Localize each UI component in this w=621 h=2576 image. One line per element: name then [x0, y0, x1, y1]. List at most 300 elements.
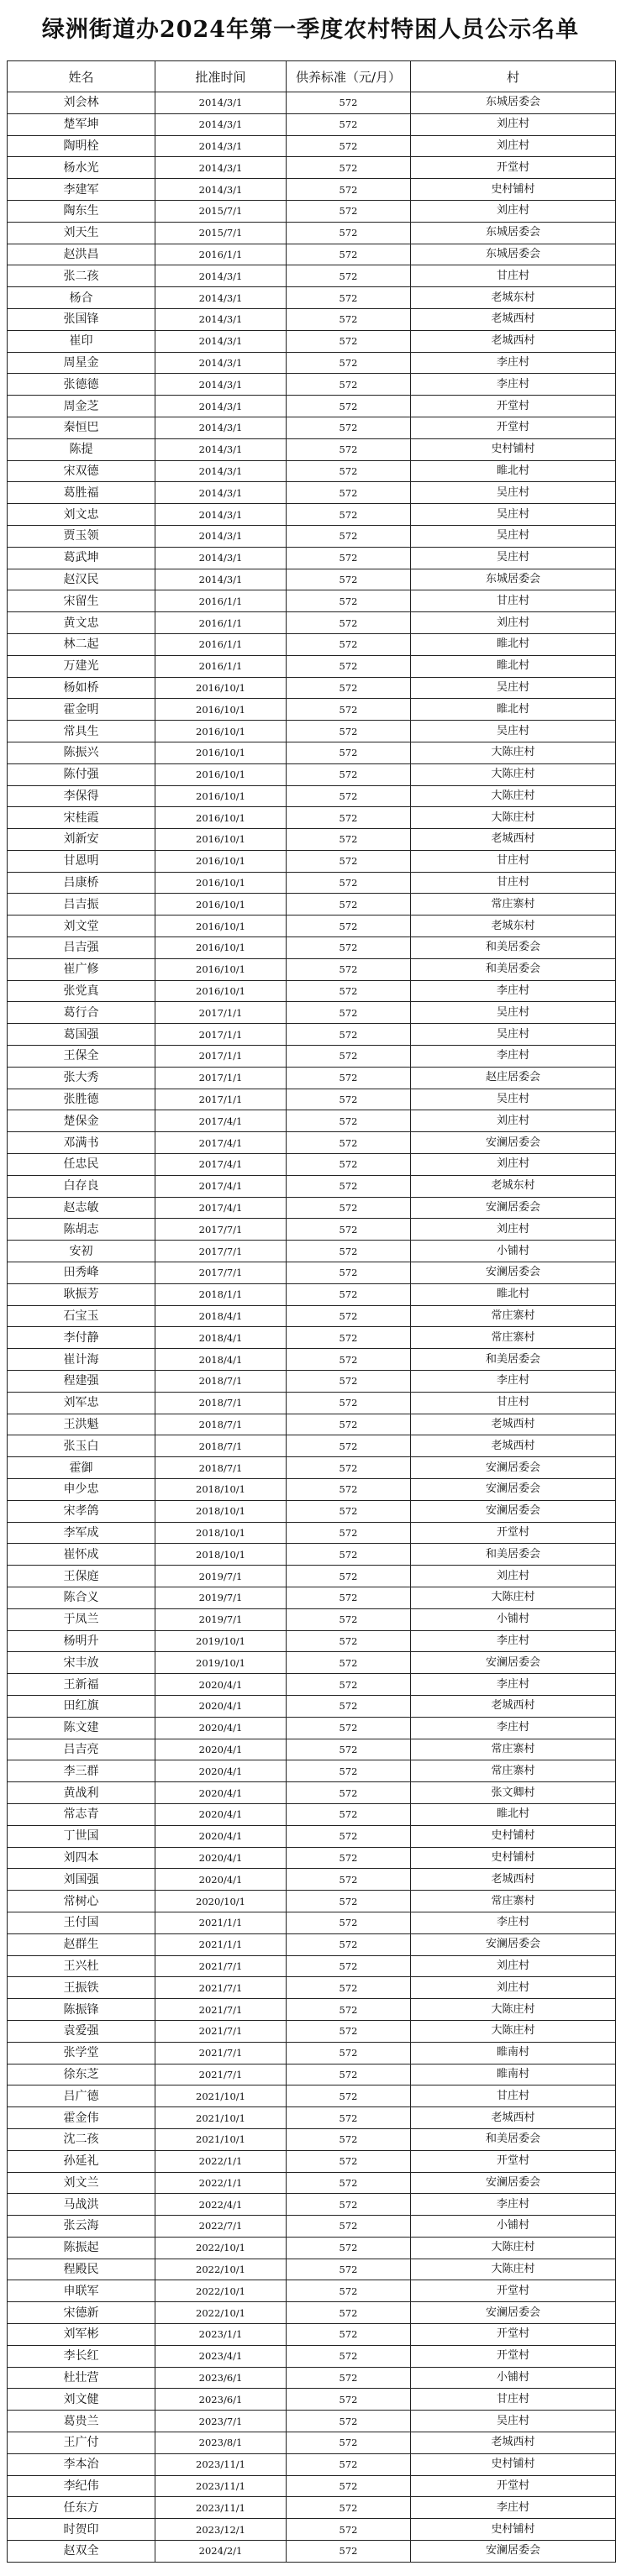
cell-name: 申少忠: [8, 1479, 155, 1501]
cell-name: 宋德新: [8, 2302, 155, 2324]
cell-support-standard: 572: [287, 1652, 411, 1674]
table-row: [8, 1760, 616, 1782]
cell-support-standard: 572: [287, 2541, 411, 2563]
cell-approval-date: 2014/3/1: [155, 157, 287, 179]
cell-approval-date: 2014/3/1: [155, 374, 287, 396]
table-row: [8, 1371, 616, 1393]
cell-approval-date: 2020/4/1: [155, 1695, 287, 1717]
cell-approval-date: 2017/7/1: [155, 1219, 287, 1241]
cell-support-standard: 572: [287, 287, 411, 309]
table-row: [8, 460, 616, 482]
cell-name: 刘军忠: [8, 1392, 155, 1414]
table-row: [8, 2020, 616, 2042]
table-row: [8, 1500, 616, 1522]
cell-name: 于凤兰: [8, 1608, 155, 1630]
cell-name: 周星金: [8, 352, 155, 374]
cell-village: 甘庄村: [411, 265, 616, 287]
table-row: [8, 742, 616, 763]
cell-village: 开堂村: [411, 2345, 616, 2367]
cell-village: 开堂村: [411, 2324, 616, 2346]
table-body: [8, 92, 616, 2563]
cell-support-standard: 572: [287, 2042, 411, 2064]
cell-support-standard: 572: [287, 785, 411, 807]
table-row: [8, 1566, 616, 1587]
cell-support-standard: 572: [287, 1717, 411, 1739]
cell-approval-date: 2020/4/1: [155, 1847, 287, 1869]
cell-village: 刘庄村: [411, 200, 616, 222]
cell-village: 史村铺村: [411, 1847, 616, 1869]
cell-village: 安澜居委会: [411, 2302, 616, 2324]
cell-name: 宋留生: [8, 590, 155, 612]
cell-support-standard: 572: [287, 1197, 411, 1219]
cell-support-standard: 572: [287, 1803, 411, 1825]
cell-village: 和美居委会: [411, 2128, 616, 2150]
cell-support-standard: 572: [287, 699, 411, 721]
cell-village: 老城西村: [411, 1695, 616, 1717]
cell-name: 黄文忠: [8, 612, 155, 634]
cell-support-standard: 572: [287, 1175, 411, 1197]
cell-support-standard: 572: [287, 937, 411, 959]
table-row: [8, 157, 616, 179]
cell-approval-date: 2016/10/1: [155, 699, 287, 721]
cell-village: 睢北村: [411, 699, 616, 721]
cell-name: 任东方: [8, 2497, 155, 2519]
cell-village: 老城东村: [411, 287, 616, 309]
table-row: [8, 1241, 616, 1262]
cell-name: 崔计海: [8, 1349, 155, 1371]
table-row: [8, 1435, 616, 1457]
cell-village: 东城居委会: [411, 92, 616, 114]
cell-name: 宋桂霞: [8, 807, 155, 829]
cell-village: 老城西村: [411, 1869, 616, 1891]
cell-support-standard: 572: [287, 1457, 411, 1479]
cell-village: 大陈庄村: [411, 785, 616, 807]
table-row: [8, 1739, 616, 1760]
cell-village: 刘庄村: [411, 1110, 616, 1132]
table-row: [8, 1089, 616, 1110]
table-row: [8, 1652, 616, 1674]
cell-support-standard: 572: [287, 1999, 411, 2021]
cell-support-standard: 572: [287, 2497, 411, 2519]
cell-support-standard: 572: [287, 1955, 411, 1977]
cell-name: 张云海: [8, 2216, 155, 2238]
cell-approval-date: 2017/1/1: [155, 1024, 287, 1046]
cell-approval-date: 2014/3/1: [155, 396, 287, 417]
cell-name: 葛武坤: [8, 547, 155, 569]
cell-support-standard: 572: [287, 396, 411, 417]
cell-approval-date: 2018/10/1: [155, 1479, 287, 1501]
table-row: [8, 2345, 616, 2367]
cell-name: 吕吉振: [8, 894, 155, 916]
table-row: [8, 2085, 616, 2107]
table-row: [8, 677, 616, 699]
cell-village: 和美居委会: [411, 1544, 616, 1566]
table-row: [8, 2541, 616, 2563]
cell-approval-date: 2018/7/1: [155, 1457, 287, 1479]
table-row: [8, 1847, 616, 1869]
cell-support-standard: 572: [287, 222, 411, 244]
cell-village: 安澜居委会: [411, 2172, 616, 2194]
cell-village: 常庄寨村: [411, 1305, 616, 1327]
cell-village: 大陈庄村: [411, 1587, 616, 1608]
cell-support-standard: 572: [287, 958, 411, 980]
cell-name: 万建光: [8, 655, 155, 677]
cell-village: 睢北村: [411, 460, 616, 482]
cell-village: 老城西村: [411, 2107, 616, 2129]
cell-name: 陈振锋: [8, 1999, 155, 2021]
cell-village: 史村铺村: [411, 2453, 616, 2475]
cell-approval-date: 2014/3/1: [155, 179, 287, 201]
cell-name: 宋双德: [8, 460, 155, 482]
cell-name: 常志青: [8, 1803, 155, 1825]
table-row: [8, 287, 616, 309]
cell-support-standard: 572: [287, 2085, 411, 2107]
cell-village: 常庄寨村: [411, 1891, 616, 1912]
table-row: [8, 1999, 616, 2021]
cell-support-standard: 572: [287, 1262, 411, 1284]
cell-approval-date: 2014/3/1: [155, 308, 287, 330]
cell-approval-date: 2021/1/1: [155, 1933, 287, 1955]
cell-village: 老城西村: [411, 308, 616, 330]
cell-support-standard: 572: [287, 2519, 411, 2541]
cell-name: 王兴杜: [8, 1955, 155, 1977]
cell-village: 刘庄村: [411, 612, 616, 634]
table-row: [8, 135, 616, 157]
table-row: [8, 1891, 616, 1912]
cell-village: 小铺村: [411, 1241, 616, 1262]
cell-village: 吴庄村: [411, 2411, 616, 2432]
cell-support-standard: 572: [287, 2411, 411, 2432]
cell-name: 邓满书: [8, 1132, 155, 1154]
cell-village: 大陈庄村: [411, 2259, 616, 2280]
cell-village: 吴庄村: [411, 547, 616, 569]
cell-approval-date: 2017/1/1: [155, 1067, 287, 1089]
cell-approval-date: 2018/4/1: [155, 1327, 287, 1349]
cell-approval-date: 2022/10/1: [155, 2237, 287, 2259]
cell-approval-date: 2018/7/1: [155, 1371, 287, 1393]
cell-name: 李三群: [8, 1760, 155, 1782]
cell-name: 刘会林: [8, 92, 155, 114]
cell-village: 开堂村: [411, 396, 616, 417]
cell-village: 吴庄村: [411, 1002, 616, 1024]
cell-support-standard: 572: [287, 1760, 411, 1782]
cell-name: 张玉白: [8, 1435, 155, 1457]
cell-village: 安澜居委会: [411, 1262, 616, 1284]
cell-village: 张文卿村: [411, 1782, 616, 1804]
table-row: [8, 1414, 616, 1435]
cell-village: 大陈庄村: [411, 807, 616, 829]
cell-village: 东城居委会: [411, 569, 616, 590]
cell-village: 安澜居委会: [411, 2541, 616, 2563]
cell-name: 霍御: [8, 1457, 155, 1479]
table-row: [8, 2107, 616, 2129]
cell-approval-date: 2021/7/1: [155, 2020, 287, 2042]
cell-name: 刘文兰: [8, 2172, 155, 2194]
cell-name: 杨合: [8, 287, 155, 309]
table-row: [8, 850, 616, 872]
cell-approval-date: 2014/3/1: [155, 417, 287, 438]
table-row: [8, 92, 616, 114]
cell-village: 吴庄村: [411, 504, 616, 526]
cell-village: 史村铺村: [411, 1825, 616, 1847]
cell-approval-date: 2016/1/1: [155, 655, 287, 677]
cell-approval-date: 2015/7/1: [155, 222, 287, 244]
cell-village: 大陈庄村: [411, 742, 616, 763]
cell-approval-date: 2021/10/1: [155, 2128, 287, 2150]
table-row: [8, 1933, 616, 1955]
cell-approval-date: 2018/10/1: [155, 1544, 287, 1566]
cell-approval-date: 2020/4/1: [155, 1760, 287, 1782]
cell-support-standard: 572: [287, 1349, 411, 1371]
cell-support-standard: 572: [287, 2216, 411, 2238]
table-row: [8, 222, 616, 244]
table-row: [8, 1219, 616, 1241]
cell-name: 霍金明: [8, 699, 155, 721]
table-row: [8, 2475, 616, 2497]
table-row: [8, 352, 616, 374]
cell-approval-date: 2014/3/1: [155, 92, 287, 114]
cell-approval-date: 2014/3/1: [155, 287, 287, 309]
cell-approval-date: 2019/10/1: [155, 1652, 287, 1674]
cell-approval-date: 2021/1/1: [155, 1912, 287, 1933]
cell-village: 开堂村: [411, 2475, 616, 2497]
cell-support-standard: 572: [287, 179, 411, 201]
cell-support-standard: 572: [287, 1630, 411, 1652]
cell-support-standard: 572: [287, 1869, 411, 1891]
table-row: [8, 721, 616, 742]
cell-name: 陈振起: [8, 2237, 155, 2259]
cell-approval-date: 2014/3/1: [155, 438, 287, 460]
cell-name: 李付静: [8, 1327, 155, 1349]
cell-approval-date: 2023/12/1: [155, 2519, 287, 2541]
table-row: [8, 1955, 616, 1977]
cell-village: 开堂村: [411, 1522, 616, 1544]
cell-support-standard: 572: [287, 330, 411, 352]
cell-support-standard: 572: [287, 2367, 411, 2389]
table-row: [8, 655, 616, 677]
cell-name: 张党真: [8, 980, 155, 1002]
cell-support-standard: 572: [287, 590, 411, 612]
cell-village: 李庄村: [411, 2497, 616, 2519]
cell-approval-date: 2022/4/1: [155, 2194, 287, 2216]
cell-support-standard: 572: [287, 807, 411, 829]
cell-support-standard: 572: [287, 157, 411, 179]
cell-village: 李庄村: [411, 352, 616, 374]
cell-approval-date: 2019/10/1: [155, 1630, 287, 1652]
cell-village: 小铺村: [411, 2216, 616, 2238]
cell-village: 李庄村: [411, 1674, 616, 1696]
cell-village: 甘庄村: [411, 2085, 616, 2107]
cell-name: 葛行合: [8, 1002, 155, 1024]
cell-support-standard: 572: [287, 872, 411, 894]
table-row: [8, 2389, 616, 2411]
cell-village: 李庄村: [411, 2194, 616, 2216]
cell-approval-date: 2014/3/1: [155, 460, 287, 482]
cell-support-standard: 572: [287, 980, 411, 1002]
table-row: [8, 2302, 616, 2324]
table-row: [8, 2216, 616, 2238]
cell-approval-date: 2023/8/1: [155, 2432, 287, 2454]
cell-name: 吕广德: [8, 2085, 155, 2107]
cell-village: 老城东村: [411, 916, 616, 937]
cell-village: 吴庄村: [411, 1089, 616, 1110]
cell-support-standard: 572: [287, 1479, 411, 1501]
cell-approval-date: 2021/7/1: [155, 2064, 287, 2085]
cell-support-standard: 572: [287, 460, 411, 482]
cell-village: 大陈庄村: [411, 763, 616, 785]
cell-village: 刘庄村: [411, 135, 616, 157]
cell-approval-date: 2017/7/1: [155, 1241, 287, 1262]
cell-name: 石宝玉: [8, 1305, 155, 1327]
table-row: [8, 807, 616, 829]
cell-support-standard: 572: [287, 1782, 411, 1804]
cell-name: 张二孩: [8, 265, 155, 287]
cell-support-standard: 572: [287, 850, 411, 872]
cell-support-standard: 572: [287, 1739, 411, 1760]
cell-name: 王广付: [8, 2432, 155, 2454]
cell-approval-date: 2016/10/1: [155, 785, 287, 807]
cell-support-standard: 572: [287, 438, 411, 460]
cell-support-standard: 572: [287, 244, 411, 265]
table-row: [8, 1305, 616, 1327]
cell-approval-date: 2020/4/1: [155, 1782, 287, 1804]
cell-support-standard: 572: [287, 1327, 411, 1349]
cell-approval-date: 2016/10/1: [155, 894, 287, 916]
cell-support-standard: 572: [287, 2128, 411, 2150]
cell-name: 刘文健: [8, 2389, 155, 2411]
cell-name: 葛国强: [8, 1024, 155, 1046]
cell-name: 吕吉亮: [8, 1739, 155, 1760]
cell-approval-date: 2019/7/1: [155, 1608, 287, 1630]
table-row: [8, 894, 616, 916]
cell-approval-date: 2014/3/1: [155, 113, 287, 135]
table-row: [8, 2367, 616, 2389]
cell-support-standard: 572: [287, 2345, 411, 2367]
cell-name: 崔广修: [8, 958, 155, 980]
cell-name: 王付国: [8, 1912, 155, 1933]
cell-approval-date: 2023/6/1: [155, 2389, 287, 2411]
cell-approval-date: 2022/10/1: [155, 2280, 287, 2302]
cell-approval-date: 2022/10/1: [155, 2302, 287, 2324]
cell-village: 开堂村: [411, 2280, 616, 2302]
cell-approval-date: 2018/4/1: [155, 1305, 287, 1327]
table-row: [8, 2237, 616, 2259]
table-row: [8, 612, 616, 634]
cell-support-standard: 572: [287, 1435, 411, 1457]
table-row: [8, 980, 616, 1002]
table-row: [8, 1782, 616, 1804]
cell-name: 马战洪: [8, 2194, 155, 2216]
cell-support-standard: 572: [287, 1608, 411, 1630]
cell-support-standard: 572: [287, 1067, 411, 1089]
table-row: [8, 1869, 616, 1891]
cell-support-standard: 572: [287, 2389, 411, 2411]
cell-village: 大陈庄村: [411, 1999, 616, 2021]
cell-support-standard: 572: [287, 1977, 411, 1999]
cell-support-standard: 572: [287, 1414, 411, 1435]
cell-approval-date: 2014/3/1: [155, 504, 287, 526]
cell-name: 程殿民: [8, 2259, 155, 2280]
table-row: [8, 958, 616, 980]
cell-village: 甘庄村: [411, 872, 616, 894]
cell-support-standard: 572: [287, 612, 411, 634]
cell-village: 开堂村: [411, 417, 616, 438]
cell-name: 王保庭: [8, 1566, 155, 1587]
cell-support-standard: 572: [287, 1544, 411, 1566]
cell-support-standard: 572: [287, 525, 411, 547]
cell-name: 刘文堂: [8, 916, 155, 937]
cell-name: 杜壮营: [8, 2367, 155, 2389]
table-row: [8, 569, 616, 590]
cell-approval-date: 2016/10/1: [155, 937, 287, 959]
table-row: [8, 1803, 616, 1825]
cell-approval-date: 2017/1/1: [155, 1002, 287, 1024]
cell-support-standard: 572: [287, 2475, 411, 2497]
cell-approval-date: 2020/4/1: [155, 1739, 287, 1760]
cell-support-standard: 572: [287, 547, 411, 569]
table-row: [8, 417, 616, 438]
header-name: 姓名: [8, 61, 155, 92]
table-row: [8, 2280, 616, 2302]
cell-village: 东城居委会: [411, 222, 616, 244]
cell-approval-date: 2020/4/1: [155, 1803, 287, 1825]
cell-village: 刘庄村: [411, 113, 616, 135]
table-row: [8, 829, 616, 851]
cell-village: 甘庄村: [411, 2389, 616, 2411]
cell-approval-date: 2014/3/1: [155, 135, 287, 157]
cell-approval-date: 2017/4/1: [155, 1110, 287, 1132]
cell-name: 田秀峰: [8, 1262, 155, 1284]
cell-support-standard: 572: [287, 1933, 411, 1955]
cell-name: 陶明栓: [8, 135, 155, 157]
cell-village: 史村铺村: [411, 438, 616, 460]
cell-name: 杨明升: [8, 1630, 155, 1652]
cell-approval-date: 2018/7/1: [155, 1435, 287, 1457]
cell-village: 刘庄村: [411, 1219, 616, 1241]
cell-name: 崔印: [8, 330, 155, 352]
cell-approval-date: 2017/4/1: [155, 1154, 287, 1176]
cell-village: 安澜居委会: [411, 1457, 616, 1479]
table-row: [8, 244, 616, 265]
cell-support-standard: 572: [287, 1089, 411, 1110]
cell-support-standard: 572: [287, 135, 411, 157]
cell-support-standard: 572: [287, 829, 411, 851]
table-row: [8, 1197, 616, 1219]
table-row: [8, 396, 616, 417]
cell-name: 刘文忠: [8, 504, 155, 526]
cell-name: 刘军彬: [8, 2324, 155, 2346]
table-row: [8, 1327, 616, 1349]
cell-approval-date: 2015/7/1: [155, 200, 287, 222]
cell-support-standard: 572: [287, 1522, 411, 1544]
cell-approval-date: 2016/10/1: [155, 742, 287, 763]
cell-name: 秦恒巴: [8, 417, 155, 438]
cell-support-standard: 572: [287, 1695, 411, 1717]
table-row: [8, 482, 616, 504]
cell-support-standard: 572: [287, 1674, 411, 1696]
table-row: [8, 633, 616, 655]
cell-name: 李军成: [8, 1522, 155, 1544]
cell-village: 吴庄村: [411, 677, 616, 699]
cell-approval-date: 2014/3/1: [155, 547, 287, 569]
cell-approval-date: 2023/11/1: [155, 2475, 287, 2497]
cell-approval-date: 2023/11/1: [155, 2497, 287, 2519]
cell-support-standard: 572: [287, 1825, 411, 1847]
table-row: [8, 2042, 616, 2064]
cell-village: 睢南村: [411, 2064, 616, 2085]
cell-village: 安澜居委会: [411, 1197, 616, 1219]
table-row: [8, 547, 616, 569]
